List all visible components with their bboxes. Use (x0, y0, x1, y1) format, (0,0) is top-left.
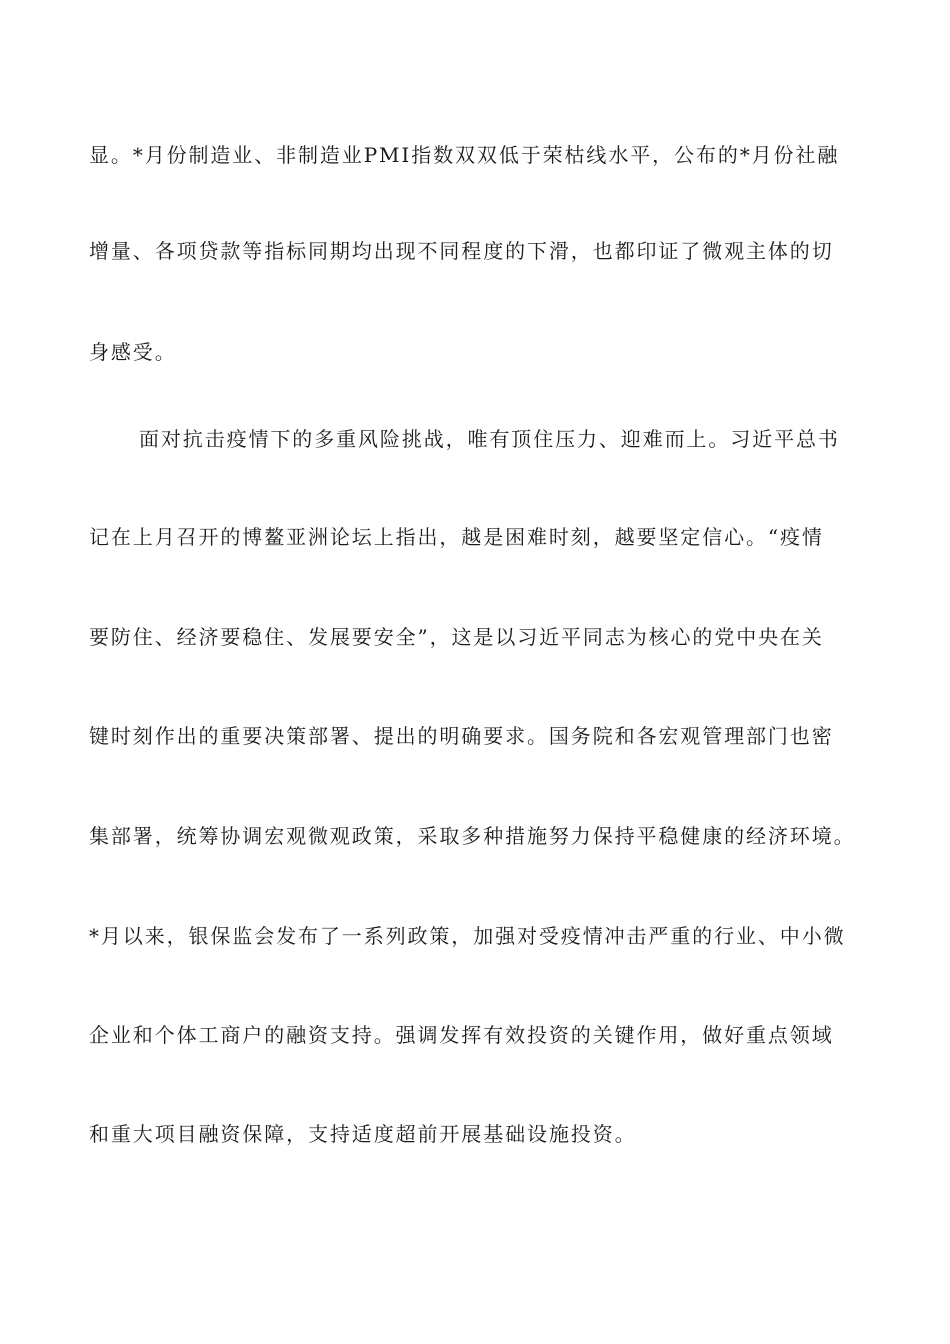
text-line: 记在上月召开的博鳌亚洲论坛上指出，越是困难时刻，越要坚定信心。“疫情 (89, 525, 824, 549)
text-line: 集部署，统筹协调宏观微观政策，采取多种措施努力保持平稳健康的经济环境。 (89, 824, 856, 848)
text-line: 和重大项目融资保障，支持适度超前开展基础设施投资。 (89, 1122, 637, 1146)
text-line: 企业和个体工商户的融资支持。强调发挥有效投资的关键作用，做好重点领域 (89, 1023, 834, 1047)
text-line: 显。*月份制造业、非制造业PMI指数双双低于荣枯线水平，公布的*月份社融 (89, 143, 840, 167)
text-line: *月以来，银保监会发布了一系列政策，加强对受疫情冲击严重的行业、中小微 (89, 924, 846, 948)
text-line: 要防住、经济要稳住、发展要安全”，这是以习近平同志为核心的党中央在关 (89, 625, 824, 649)
paragraph-first-line: 面对抗击疫情下的多重风险挑战，唯有顶住压力、迎难而上。习近平总书 (139, 427, 840, 451)
text-line: 身感受。 (89, 340, 177, 364)
text-line: 增量、各项贷款等指标同期均出现不同程度的下滑，也都印证了微观主体的切 (89, 239, 834, 263)
text-line: 键时刻作出的重要决策部署、提出的明确要求。国务院和各宏观管理部门也密 (89, 724, 834, 748)
